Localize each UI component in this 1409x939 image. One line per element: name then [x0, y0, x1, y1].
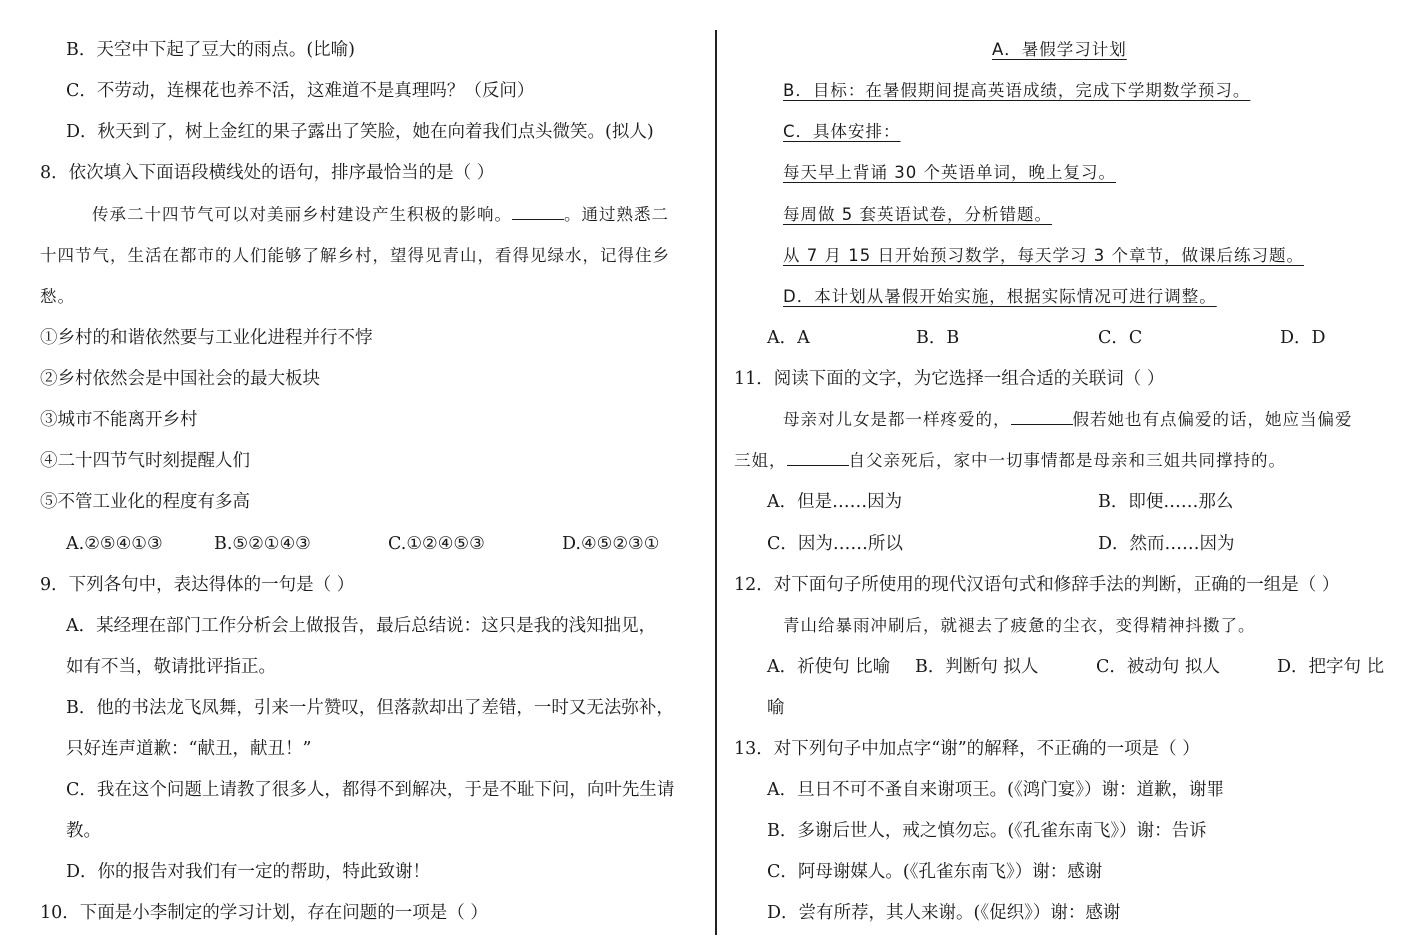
- q7-option-b: B．天空中下起了豆大的雨点。(比喻): [66, 40, 356, 60]
- column-divider: [715, 30, 717, 935]
- q11-passage-line-2: 三姐， 自父亲死后，家中一切事情都是母亲和三姐共同撑持的。: [734, 451, 1286, 470]
- q11-option-c: C．因为……所以: [767, 534, 903, 554]
- q8-passage-line-2: 十四节气，生活在都市的人们能够了解乡村，望得见青山，看得见绿水，记得住乡: [40, 246, 670, 265]
- q9-option-c-line-2: 教。: [66, 821, 101, 841]
- q9-option-b-line-2: 只好连声道歉：“献丑，献丑！”: [66, 739, 312, 759]
- answer-blank: [1011, 410, 1073, 425]
- answer-blank: [512, 205, 564, 220]
- q11-option-d: D．然而……因为: [1098, 534, 1235, 554]
- q7-option-d: D．秋天到了，树上金红的果子露出了笑脸，她在向着我们点头微笑。(拟人): [66, 122, 654, 142]
- q8-option-a: A.②⑤④①③: [66, 534, 163, 554]
- plan-item-3: 从 7 月 15 日开始预习数学，每天学习 3 个章节，做课后练习题。: [783, 246, 1304, 265]
- q8-option-b: B.⑤②①④③: [214, 534, 311, 554]
- q12-option-b: B．判断句 拟人: [915, 657, 1039, 677]
- q10-option-c: C．C: [1098, 328, 1143, 348]
- q10-stem: 10．下面是小李制定的学习计划，存在问题的一项是（ ）: [40, 903, 488, 923]
- q9-option-a-line-1: A．某经理在部门工作分析会上做报告，最后总结说：这只是我的浅知拙见，: [66, 616, 657, 636]
- q8-item-2: ②乡村依然会是中国社会的最大板块: [40, 369, 320, 389]
- q11-passage-line-1: 母亲对儿女是都一样疼爱的， 假若她也有点偏爱的话，她应当偏爱: [783, 410, 1353, 429]
- plan-goal: B．目标：在暑假期间提高英语成绩，完成下学期数学预习。: [783, 81, 1251, 100]
- q12-option-d-wrap: 喻: [767, 698, 785, 718]
- q9-stem: 9．下列各句中，表达得体的一句是（ ）: [40, 575, 355, 595]
- q9-option-b-line-1: B．他的书法龙飞凤舞，引来一片赞叹，但落款却出了差错，一时又无法弥补，: [66, 698, 674, 718]
- q13-option-d: D．尝有所荐，其人来谢。(《促织》）谢：感谢: [767, 903, 1121, 923]
- q8-option-c: C.①②④⑤③: [388, 534, 485, 554]
- q9-option-d: D．你的报告对我们有一定的帮助，特此致谢！: [66, 862, 431, 882]
- q11-option-a: A．但是……因为: [767, 492, 903, 512]
- q9-option-c-line-1: C．我在这个问题上请教了很多人，都得不到解决，于是不耻下问，向叶先生请: [66, 780, 675, 800]
- q12-option-a: A．祈使句 比喻: [767, 657, 891, 677]
- q8-option-d: D.④⑤②③①: [562, 534, 660, 554]
- q7-option-c: C．不劳动，连棵花也养不活，这难道不是真理吗？（反问）: [66, 81, 535, 101]
- q12-stem: 12．对下面句子所使用的现代汉语句式和修辞手法的判断，正确的一组是（ ）: [734, 575, 1340, 595]
- q8-item-1: ①乡村的和谐依然要与工业化进程并行不悖: [40, 328, 373, 348]
- q8-passage-line-1: 传承二十四节气可以对美丽乡村建设产生积极的影响。 。通过熟悉二: [92, 205, 669, 224]
- q8-item-4: ④二十四节气时刻提醒人们: [40, 451, 250, 471]
- q11-option-b: B．即便……那么: [1098, 492, 1234, 512]
- q10-option-b: B．B: [916, 328, 960, 348]
- q12-option-c: C．被动句 拟人: [1096, 657, 1220, 677]
- q9-option-a-line-2: 如有不当，敬请批评指正。: [66, 657, 276, 677]
- q12-sentence: 青山给暴雨冲刷后，就褪去了疲惫的尘衣，变得精神抖擞了。: [783, 616, 1256, 635]
- q13-option-a: A．旦日不可不蚤自来谢项王。(《鸿门宴》）谢：道歉，谢罪: [767, 780, 1224, 800]
- answer-blank: [787, 451, 849, 466]
- q13-option-b: B．多谢后世人，戒之慎勿忘。(《孔雀东南飞》）谢：告诉: [767, 821, 1207, 841]
- q8-item-5: ⑤不管工业化的程度有多高: [40, 492, 250, 512]
- q8-item-3: ③城市不能离开乡村: [40, 410, 198, 430]
- q10-option-a: A．A: [767, 328, 810, 348]
- plan-item-2: 每周做 5 套英语试卷，分析错题。: [783, 205, 1052, 224]
- plan-title: A．暑假学习计划: [992, 40, 1127, 59]
- q8-passage-line-3: 愁。: [40, 287, 75, 306]
- plan-note: D．本计划从暑假开始实施，根据实际情况可进行调整。: [783, 287, 1217, 306]
- q13-stem: 13．对下列句子中加点字“谢”的解释，不正确的一项是（ ）: [734, 739, 1200, 759]
- plan-arrangement: C．具体安排：: [783, 122, 901, 141]
- q12-option-d: D．把字句 比: [1277, 657, 1385, 677]
- q8-stem: 8．依次填入下面语段横线处的语句，排序最恰当的是（ ）: [40, 163, 495, 183]
- q11-stem: 11．阅读下面的文字，为它选择一组合适的关联词（ ）: [734, 369, 1165, 389]
- q13-option-c: C．阿母谢媒人。(《孔雀东南飞》）谢：感谢: [767, 862, 1103, 882]
- q10-option-d: D．D: [1280, 328, 1326, 348]
- plan-item-1: 每天早上背诵 30 个英语单词，晚上复习。: [783, 163, 1116, 182]
